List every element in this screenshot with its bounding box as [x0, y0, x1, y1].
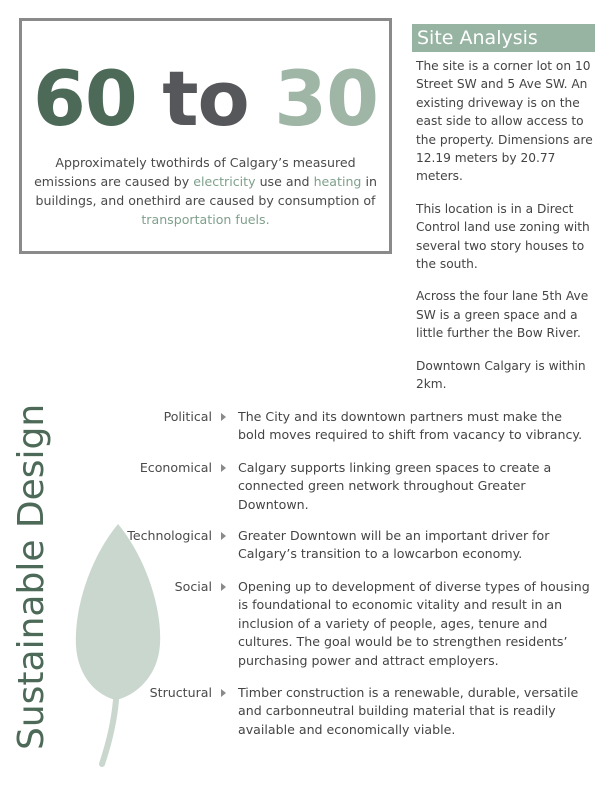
triangle-right-icon [221, 583, 226, 591]
triangle-right-icon [221, 413, 226, 421]
site-paragraph: The site is a corner lot on 10 Street SW and 5 Ave SW. An existing driveway is on the east side to allow access to the property. Dimensions are 12.19 meters by 20.77 meters. [416, 59, 593, 184]
item-label: Social [174, 579, 212, 594]
hero-text-part: use and [255, 174, 314, 189]
site-analysis-body [416, 57, 598, 408]
triangle-right-icon [221, 689, 226, 697]
item-label: Technological [127, 528, 212, 543]
item-text: Opening up to development of diverse types of housing is foundational to economic vitality and result in an inclusion of a variety of people, ages, tenure and cultures. The goal would be to strengthen residents’ purchasing power and attract employers. [238, 579, 590, 668]
site-paragraph: Downtown Calgary is within 2km. [416, 358, 586, 392]
hero-description [25, 153, 386, 229]
leaf-icon [72, 518, 164, 768]
item-text: Greater Downtown will be an important driver for Calgary’s transition to a lowcarbon economy. [238, 528, 550, 562]
hero-accent-transportation: transportation fuels. [141, 212, 270, 227]
site-paragraph: Across the four lane 5th Ave SW is a green space and a little further the Bow River. [416, 289, 589, 341]
item-label: Economical [139, 460, 212, 475]
triangle-right-icon [221, 532, 226, 540]
hero-box [19, 18, 392, 254]
item-text: Calgary supports linking green spaces to create a connected green network throughout Greater Downtown. [238, 460, 552, 512]
site-analysis-heading: Site Analysis [412, 24, 595, 52]
hero-text-part: in buildings, and onethird are caused by consumption of [35, 174, 377, 208]
site-paragraph: This location is in a Direct Control land use zoning with several two story houses to the south. [416, 201, 590, 272]
hero-title [22, 54, 389, 143]
hero-accent-electricity: electricity [193, 174, 256, 189]
hero-number-30: 30 [274, 54, 378, 143]
hero-number-60: 60 [32, 54, 137, 143]
item-text: Timber construction is a renewable, durable, versatile and carbonneutral building material that is readily available and economically viable. [238, 685, 579, 737]
sustainable-design-title: Sustainable Design [11, 403, 52, 750]
hero-accent-heating: heating [313, 174, 362, 189]
hero-word-to: to [162, 54, 249, 143]
triangle-right-icon [221, 464, 226, 472]
item-text: The City and its downtown partners must make the bold moves required to shift from vacancy to vibrancy. [238, 409, 583, 443]
item-label: Structural [149, 685, 212, 700]
item-label: Political [163, 409, 212, 424]
hero-text-part: Approximately twothirds of Calgary’s measured emissions are caused by [34, 155, 356, 189]
